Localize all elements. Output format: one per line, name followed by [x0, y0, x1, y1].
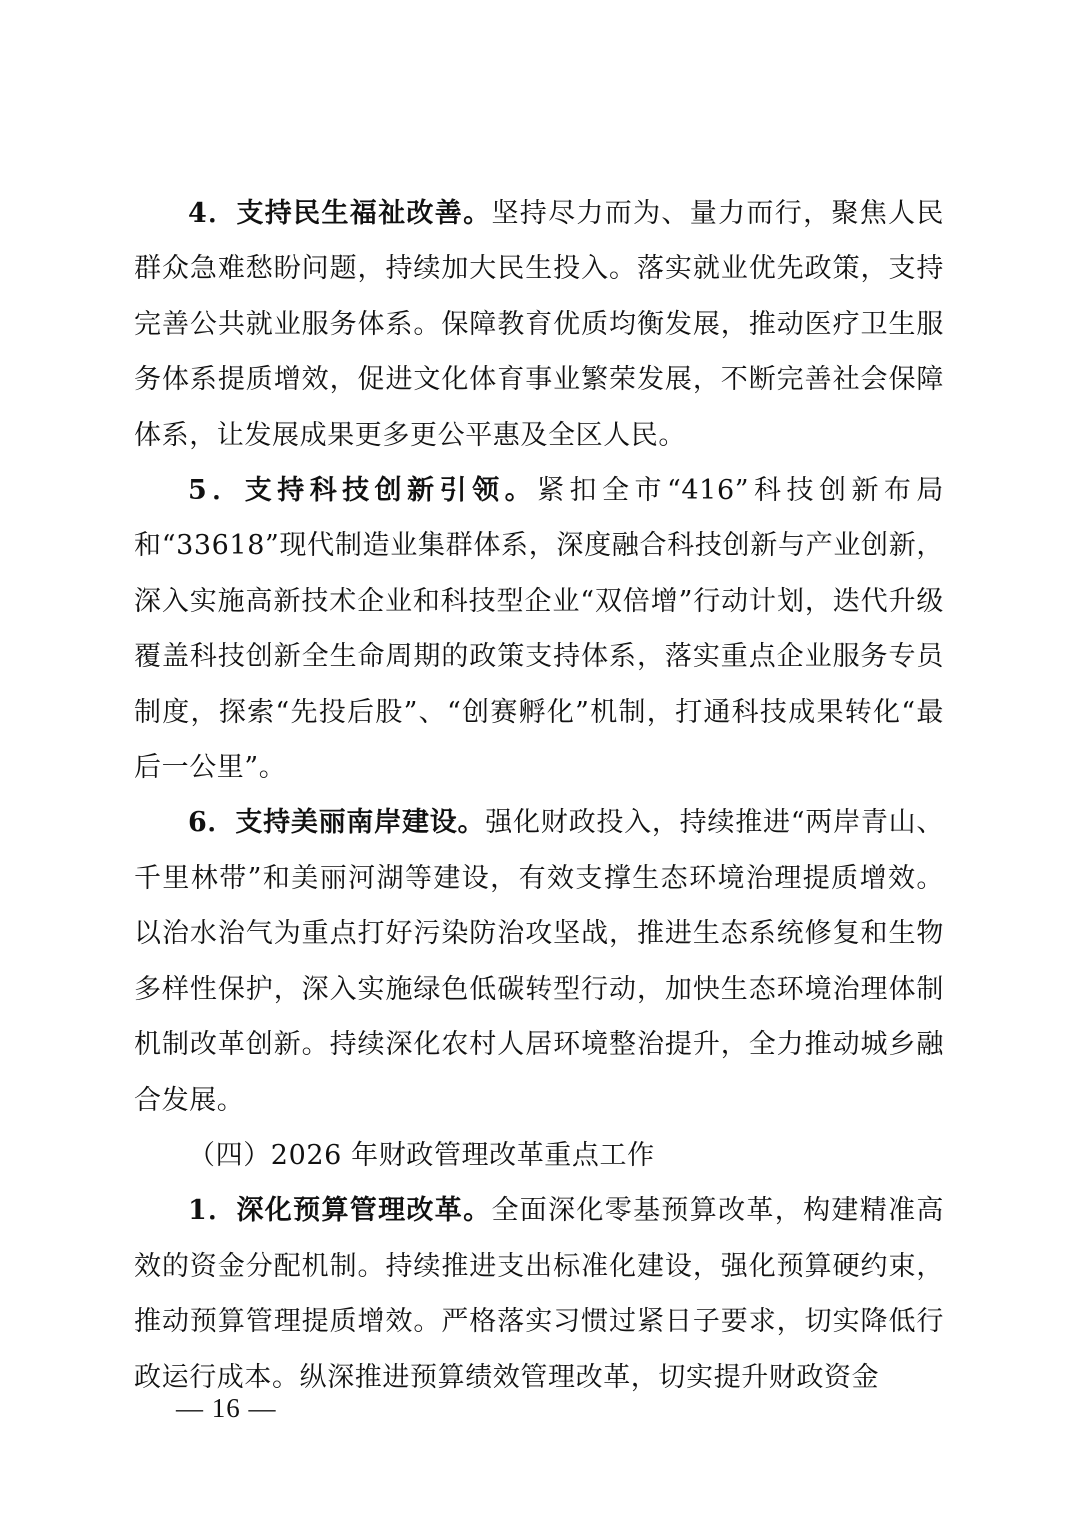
paragraph-text: 全面深化零基预算改革，构建精准高效的资金分配机制。持续推进支出标准化建设，强化预算硬约束，推动预算管理提质增效。严格落实习惯过紧日子要求，切实降低行政运行成本。纵深推进预算绩效管理改革，切实提升财政资金 [134, 1195, 944, 1393]
paragraph-heading: 4．支持民生福祉改善。 [188, 198, 492, 229]
paragraph-livelihood [134, 186, 944, 463]
paragraph-ecology [134, 795, 944, 1127]
paragraph-text: 坚持尽力而为、量力而行，聚焦人民群众急难愁盼问题，持续加大民生投入。落实就业优先政策，支持完善公共就业服务体系。保障教育优质均衡发展，推动医疗卫生服务体系提质增效，促进文化体育事业繁荣发展，不断完善社会保障体系，让发展成果更多更公平惠及全区人民。 [134, 198, 944, 451]
paragraph-text: 紧扣全市“416”科技创新布局和“33618”现代制造业集群体系，深度融合科技创新与产业创新，深入实施高新技术企业和科技型企业“双倍增”行动计划，迭代升级覆盖科技创新全生命周期的政策支持体系，落实重点企业服务专员制度，探索“先投后股”、“创赛孵化”机制，打通科技成果转化“最后一公里”。 [134, 475, 944, 784]
document-body [134, 186, 944, 1405]
paragraph-innovation [134, 463, 944, 795]
paragraph-heading: 1．深化预算管理改革。 [188, 1195, 492, 1227]
page-number: — 16 — [176, 1393, 277, 1423]
section-title: （四）2026 年财政管理改革重点工作 [188, 1139, 655, 1171]
paragraph-text: 强化财政投入，持续推进“两岸青山、千里林带”和美丽河湖等建设，有效支撑生态环境治理提质增效。以治水治气为重点打好污染防治攻坚战，推进生态系统修复和生物多样性保护，深入实施绿色低碳转型行动，加快生态环境治理体制机制改革创新。持续深化农村人居环境整治提升，全力推动城乡融合发展。 [134, 807, 944, 1116]
paragraph-heading: 6．支持美丽南岸建设。 [188, 807, 486, 839]
paragraph-heading: 5．支持科技创新引领。 [188, 475, 538, 507]
paragraph-budget-reform [134, 1183, 944, 1405]
